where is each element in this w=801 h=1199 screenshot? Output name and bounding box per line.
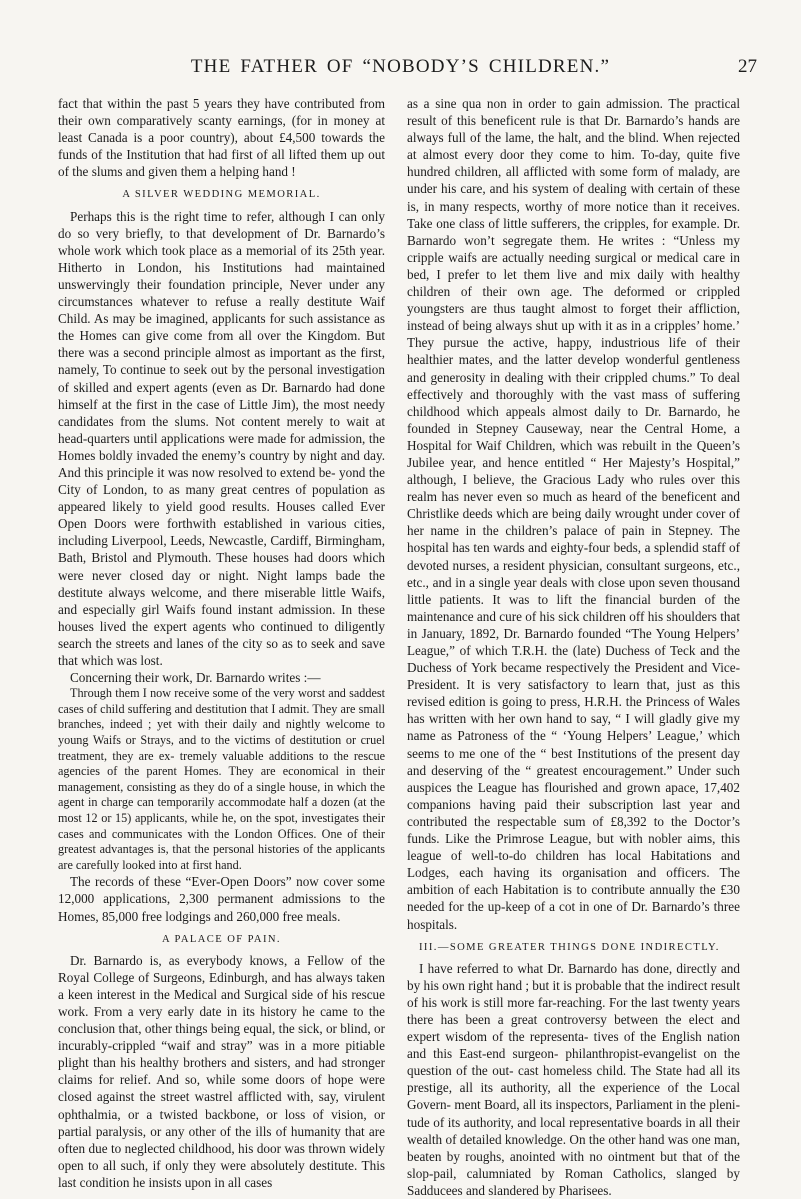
paragraph: fact that within the past 5 years they have contributed from their own comparatively scanty earnings, (for in money at least Canada is a poor country), about £4,500 towards the funds of the Institution that had first of all lifted them up out of the slums and given them a helping hand ! <box>58 96 385 180</box>
paragraph: as a sine qua non in order to gain admission. The practical result of this beneficent rule is that Dr. Barnardo’s hands are always full of the lame, the halt, and the blind. When rejected at almost every door they come to him. To-day, quite five hundred children, all afflicted with some form of malady, are under his care, and his system of dealing with certain of these is, in many respects, worthy of more notice than it receives. Take one class of little sufferers, the cripples, for example. Dr. Barnardo won’t segregate them. He writes : “Unless my cripple waifs are actually needing surgical or medical care in bed, I prefer to let them live and mix daily with healthy children of their own age. The deformed or crippled youngsters are thus taught almost to forget their affliction, instead of being always shut up with it as in a cripples’ home.’ They pursue the active, happy, industrious life of their healthier mates, and the latter develop wonderful gentleness and generosity in dealing with their crippled chums.” To deal effectively and thoroughly with the vast mass of suffering childhood which appeals almost daily to Dr. Barnardo, he founded in Stepney Causeway, near the Central Home, a Hospital for Waif Children, which was rebuilt in the Queen’s Jubilee year, and hence entitled “ Her Majesty’s Hospital,” although, I believe, the Gracious Lady who rules over this realm has never even so much as heard of the beneficent and Christlike deeds which are being daily wrought under cover of her name in the children’s palace of pain in Stepney. The hospital has ten wards and eighty-four beds, a splendid staff of devoted nurses, a resident physician, consultant surgeons, etc., etc., and in a single year deals with close upon seven thousand little patients. It was to lift the financial burden of the maintenance and cure of his sick children off his shoulders that in January, 1892, Dr. Barnardo founded “The Young Helpers’ League,” of which T.R.H. the (late) Duchess of Teck and the Duchess of York became respectively the President and Vice-President. It is very satisfactory to learn that, just as this revised edition is going to press, H.R.H. the Princess of Wales has written with her own hand to say, “ I will gladly give my name as Patroness of the “ ‘Young Helpers’ League,’ which seems to me one of the “ best Institutions of the present day and deserving of the “ greatest encouragement.” Under such auspices the League has flourished and grown apace, 17,402 companions having paid their subscription last year and contributed the respectable sum of £8,392 to the Doctor’s funds. Like the Primrose League, but with nobler aims, this league of well-to-do children has local Habitations and Lodges, each having its organisation and officers. The ambition of each Habitation is to contribute annually the £30 needed for the up-keep of a cot in one of Dr. Barnardo’s three hospitals. <box>407 96 741 932</box>
section-heading: A PALACE OF PAIN. <box>162 933 281 945</box>
paragraph: I have referred to what Dr. Barnardo has done, directly and by his own right hand ; but it is probable that the indirect result of his work is still more far-reaching. For the last twenty years there has been a great controversy between the elect and expert wisdom of the representa- tives of the English nation and this East-end surgeon- philanthropist-evangelist on the question of the out- cast homeless child. The State had all its prestige, all its authority, all the experience of the Local Govern- ment Board, all its inspectors, Parliament in the pleni- tude of its authority, and local representative boards in all their wealth of detailed knowledge. On the other hand was one man, beaten by roughs, anointed with no ointment but that of the slop-pail, calumniated by Roman Catholics, slanged by Sadducees and slandered by Pharisees. <box>407 960 740 1198</box>
paragraph: Dr. Barnardo is, as everybody knows, a Fellow of the Royal College of Surgeons, Edinburgh, and has always taken a keen interest in the Medical and Surgical side of his rescue work. From a very early date in its history he came to the conclusion that, other things being equal, the sick, or blind, or incurably-crippled “waif and stray” was in a more pitiable plight than his healthy brothers and sisters, and had stronger claims for relief. And so, while some doors of hope were closed against the street wastrel afflicted with, say, virulent ophthalmia, or a twisted backbone, or loss of vision, or partial paralysis, or any other of the ills of humanity that are often due to neglected childhood, his door was thrown widely open to all such, if only they were absolutely destitute. This last condition he insists upon in all cases <box>58 952 385 1190</box>
page-header <box>0 56 801 82</box>
paragraph: Perhaps this is the right time to refer, although I can only do so very briefly, to that development of Dr. Barnardo’s whole work which took place as a memorial of its 25th year. Hitherto in London, his Institutions had maintained unswervingly their foundation principle, Never under any circumstances whatever to refuse a really destitute Waif Child. As may be imagined, applicants for such assistance as the Homes can give come from all over the Kingdom. But there was a second principle almost as important as the first, namely, To continue to seek out by the personal investigation of skilled and expert agents (even as Dr. Barnardo had done himself at the first in the case of Little Jim), the most needy candidates from the slums. Not content merely to wait at head-quarters until applications were made for admission, the Homes boldly invaded the enemy’s country by night and day. And this principle it was now resolved to extend be- yond the City of London, to as many great centres of population as appeared likely to yield good results. Houses called Ever Open Doors were forthwith established in various cities, including Liverpool, Leeds, Newcastle, Cardiff, Birmingham, Bath, Bristol and Plymouth. These houses had doors which were never closed day or night. Night lamps bade the destitute always welcome, and there miserable little Waifs, and especially girl Waifs found instant admission. In these houses lived the expert agents who continued to diligently search the streets and lanes of the city so as to seek and save that which was lost. <box>58 208 385 668</box>
block-quote: Through them I now receive some of the very worst and saddest cases of child suffering and destitution that I admit. They are small branches, indeed ; yet with their daily and nightly welcome to young Waifs or Strays, and to the victims of destitution or cruel treatment, they are ex- tremely valuable additions to the rescue agencies of the parent Homes. They are economical in their management, consisting as they do of a single house, in which the agent in charge can temporarily accommodate half a dozen (at the most 12 or 15) applicants, while he, on the spot, investigates their cases and communicates with the London Offices. One of their greatest advantages is, that the personal histories of the applicants are carefully looked into at first hand. <box>58 686 385 872</box>
paragraph: Concerning their work, Dr. Barnardo writes :— <box>70 670 321 686</box>
page-number: 27 <box>738 56 757 77</box>
left-column <box>58 95 385 1191</box>
right-column <box>407 95 740 1199</box>
paragraph: The records of these “Ever-Open Doors” now cover some 12,000 applications, 2,300 permanent admissions to the Homes, 85,000 free lodgings and 260,000 free meals. <box>58 874 385 924</box>
section-heading: A SILVER WEDDING MEMORIAL. <box>122 189 321 201</box>
running-title: THE FATHER OF “NOBODY’S CHILDREN.” <box>190 56 611 77</box>
section-heading: III.—SOME GREATER THINGS DONE INDIRECTLY. <box>419 941 720 953</box>
